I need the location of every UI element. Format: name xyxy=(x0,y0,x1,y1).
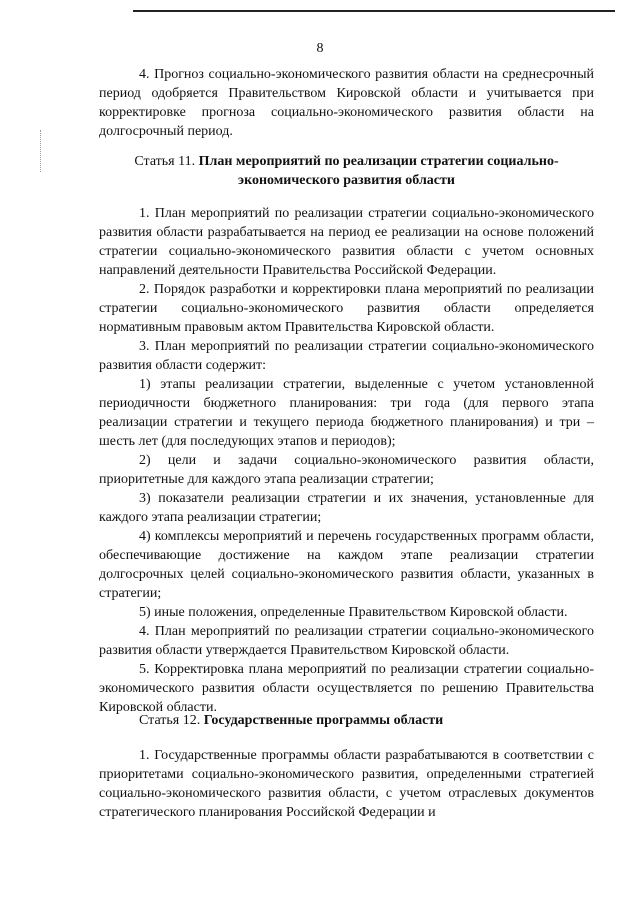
article-11-heading xyxy=(99,152,594,190)
article-11-list-item: 3) показатели реализации стратегии и их значения, установленные для каждого этапа реализации стратегии; xyxy=(99,491,594,525)
article-11-list-item: 2) цели и задачи социально-экономического развития области, приоритетные для каждого этапа реализации стратегии; xyxy=(99,453,594,487)
intro-block xyxy=(99,65,594,141)
article-11-paragraph: 2. Порядок разработки и корректировки плана мероприятий по реализации стратегии социально-экономического развития области определяется нормативным правовым актом Правительства Кировской области. xyxy=(99,282,594,335)
article-11-body xyxy=(99,204,594,717)
article-11-paragraph: 1. План мероприятий по реализации стратегии социально-экономического развития области разрабатывается на период ее реализации на основе положений стратегии социально-экономического развития области с учетом основных направлений деятельности Правительства Российской Федерации. xyxy=(99,206,594,278)
article-12-label: Статья 12. xyxy=(139,713,204,728)
article-11-title-line1: План мероприятий по реализации стратегии социально- xyxy=(198,154,559,169)
article-11-list-item: 5) иные положения, определенные Правительством Кировской области. xyxy=(139,605,568,620)
article-11-label: Статья 11. xyxy=(134,154,199,169)
article-11-title-line2: экономического развития области xyxy=(238,173,455,188)
article-11-paragraph: 4. План мероприятий по реализации стратегии социально-экономического развития области утверждается Правительством Кировской области. xyxy=(99,624,594,658)
article-12-paragraph: 1. Государственные программы области разрабатываются в соответствии с приоритетами социально-экономического развития, определенными стратегией социально-экономического развития области, с учетом отраслевых документов стратегического планирования Российской Федерации и xyxy=(99,748,594,820)
page-number: 8 xyxy=(316,41,324,56)
article-12-body xyxy=(99,746,594,822)
article-11-paragraph: 3. План мероприятий по реализации стратегии социально-экономического развития области содержит: xyxy=(99,339,594,373)
margin-mark xyxy=(40,130,42,172)
intro-paragraph-4: 4. Прогноз социально-экономического развития области на среднесрочный период одобряется Правительством Кировской области и учитывается при корректировке прогноза социально-экономического развития области на долгосрочный период. xyxy=(99,67,594,139)
article-11-list-item: 1) этапы реализации стратегии, выделенные с учетом установленной периодичности бюджетного планирования: три года (для первого этапа реализации стратегии и текущего периода бюджетного планирования) и три – шесть лет (для последующих этапов и периодов); xyxy=(99,377,594,449)
article-12-title: Государственные программы области xyxy=(203,713,444,728)
top-rule xyxy=(133,10,615,12)
article-11-list-item: 4) комплексы мероприятий и перечень государственных программ области, обеспечивающие достижение на каждом этапе реализации стратегии долгосрочных целей социально-экономического развития области, указанных в стратегии; xyxy=(99,529,594,601)
article-11-paragraph: 5. Корректировка плана мероприятий по реализации стратегии социально-экономического развития области осуществляется по решению Правительства Кировской области. xyxy=(99,662,594,715)
article-12-heading xyxy=(99,711,594,730)
